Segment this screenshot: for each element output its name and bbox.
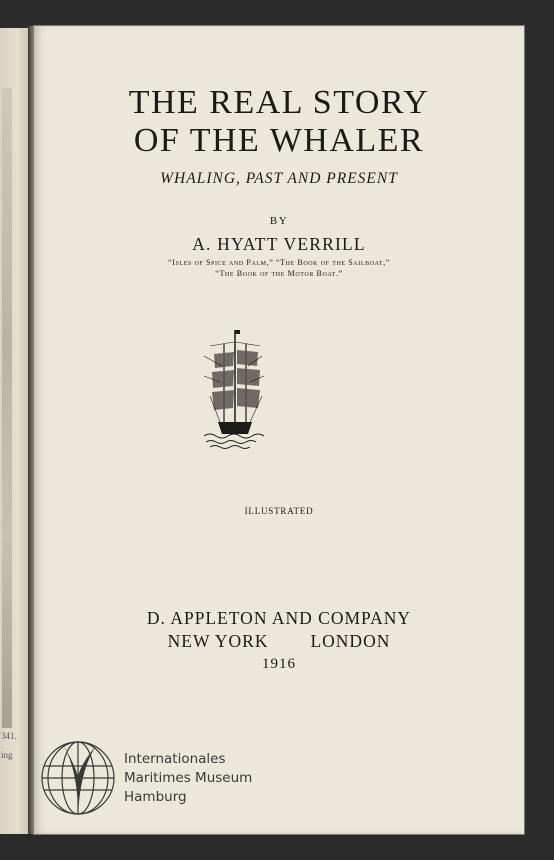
illustrated-label: ILLUSTRATED <box>244 506 314 516</box>
library-stamp <box>124 750 252 807</box>
by-label: BY <box>269 215 289 227</box>
other-works-line-2: “The Book of the Motor Boat.” <box>215 269 343 278</box>
facing-page-fragment: 341. <box>1 731 17 741</box>
facing-page-edge <box>0 28 29 834</box>
title-page <box>34 26 524 834</box>
other-works-line-1: “Isles of Spice and Palm,” “The Book of the Sailboat,” <box>168 258 390 267</box>
publisher-cities <box>34 631 524 652</box>
author-name: A. HYATT VERRILL <box>192 234 366 254</box>
book-title-line-2: OF THE WHALER <box>133 122 425 159</box>
facing-page-fragment: ing <box>1 750 13 760</box>
book-title-line-1: THE REAL STORY <box>128 84 430 121</box>
publication-year: 1916 <box>262 656 296 672</box>
city-london: LONDON <box>310 631 391 651</box>
facing-plate-edge <box>2 88 12 728</box>
globe-ship-logo-icon <box>38 736 120 818</box>
book-subtitle: WHALING, PAST AND PRESENT <box>160 170 398 187</box>
stamp-line-3: Hamburg <box>124 789 187 805</box>
stamp-line-1: Internationales <box>124 751 226 767</box>
stamp-line-2: Maritimes Museum <box>124 770 253 786</box>
ship-engraving-icon <box>200 326 270 456</box>
city-new-york: NEW YORK <box>167 631 269 651</box>
publisher-name: D. APPLETON AND COMPANY <box>146 608 412 628</box>
